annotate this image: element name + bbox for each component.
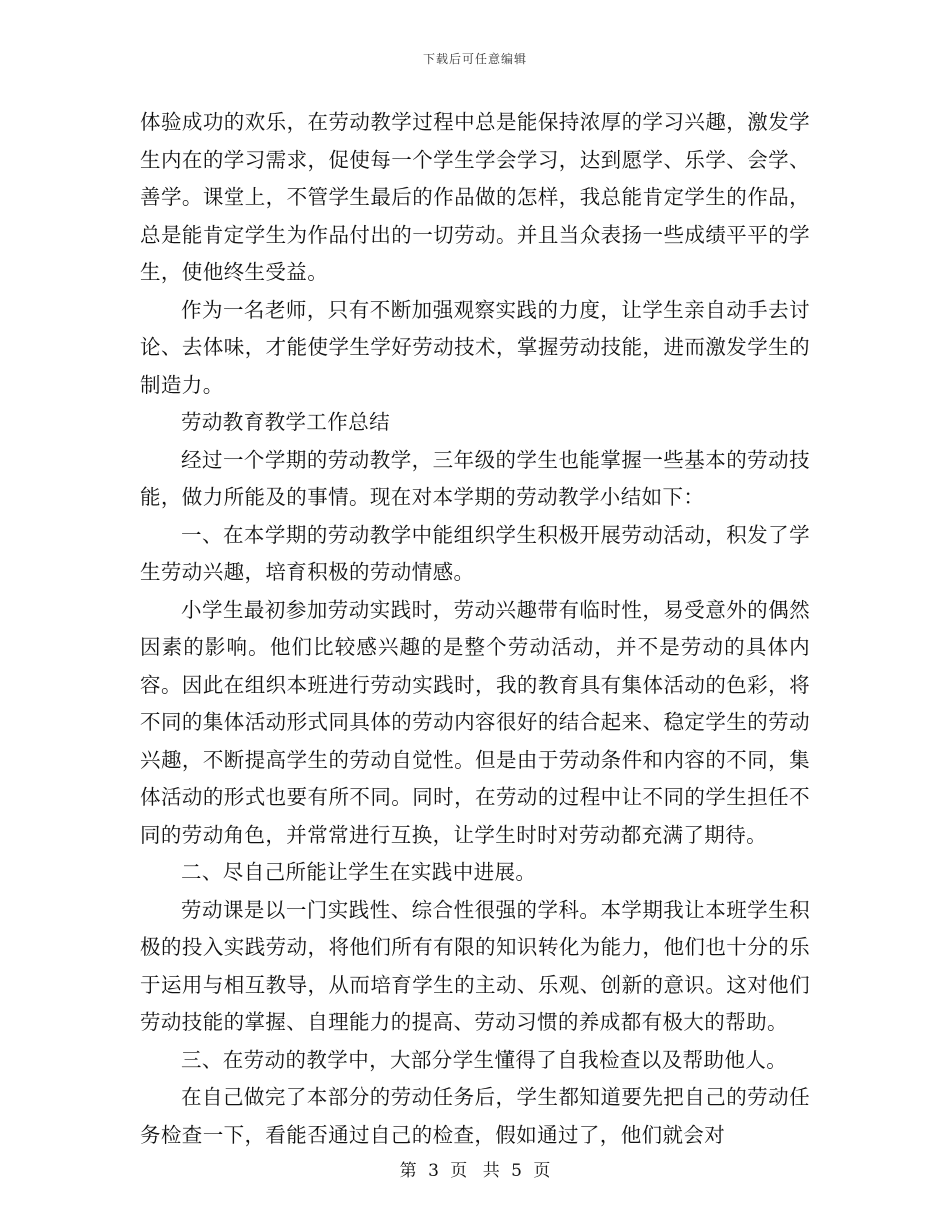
point-two-heading: 二、尽自己所能让学生在实践中进展。: [181, 860, 537, 884]
footer-total-pages: 5: [511, 1161, 522, 1181]
paragraph-continuation: 体验成功的欢乐，在劳动教学过程中总是能保持浓厚的学习兴趣，激发学生内在的学习需求，促使每一个学生学会学习，达到愿学、乐学、会学、善学。课堂上，不管学生最后的作品做的怎样，我总能肯定学生的作品，总是能肯定学生为作品付出的一切劳动。并且当众表扬一些成绩平平的学生，使他终生受益。: [140, 110, 810, 284]
page-header: [0, 50, 950, 67]
footer-page-word: 页: [450, 1161, 468, 1181]
footer-prefix: 第: [399, 1161, 417, 1181]
footer-suffix: 页: [533, 1161, 551, 1181]
document-body: [140, 104, 810, 1154]
footer-total-word: 共: [482, 1161, 500, 1181]
paragraph-point-three: 在自己做完了本部分的劳动任务后，学生都知道要先把自己的劳动任务检查一下，看能否通过自己的检查，假如通过了，他们就会对: [140, 1085, 810, 1147]
page-footer: [0, 1156, 950, 1181]
header-note: 下载后可任意编辑: [422, 52, 527, 66]
paragraph-teacher-role: 作为一名老师，只有不断加强观察实践的力度，让学生亲自动手去讨论、去体味，才能使学生学好劳动技术，掌握劳动技能，进而激发学生的制造力。: [140, 297, 810, 397]
paragraph-point-one: 小学生最初参加劳动实践时，劳动兴趣带有临时性，易受意外的偶然因素的影响。他们比较感兴趣的是整个劳动活动，并不是劳动的具体内容。因此在组织本班进行劳动实践时，我的教育具有集体活动的色彩，将不同的集体活动形式同具体的劳动内容很好的结合起来、稳定学生的劳动兴趣，不断提高学生的劳动自觉性。但是由于劳动条件和内容的不同，集体活动的形式也要有所不同。同时，在劳动的过程中让不同的学生担任不同的劳动角色，并常常进行互换，让学生时时对劳动都充满了期待。: [140, 597, 810, 847]
point-one-heading: 一、在本学期的劳动教学中能组织学生积极开展劳动活动，积发了学生劳动兴趣，培育积极的劳动情感。: [140, 522, 810, 584]
section-title: 劳动教育教学工作总结: [181, 410, 390, 434]
point-three-heading: 三、在劳动的教学中，大部分学生懂得了自我检查以及帮助他人。: [181, 1047, 788, 1072]
paragraph-point-two: 劳动课是以一门实践性、综合性很强的学科。本学期我让本班学生积极的投入实践劳动，将他们所有有限的知识转化为能力，他们也十分的乐于运用与相互教导，从而培育学生的主动、乐观、创新的意识。这对他们劳动技能的掌握、自理能力的提高、劳动习惯的养成都有极大的帮助。: [140, 897, 810, 1034]
footer-current-page: 3: [428, 1161, 439, 1181]
paragraph-intro: 经过一个学期的劳动教学，三年级的学生也能掌握一些基本的劳动技能，做力所能及的事情。现在对本学期的劳动教学小结如下：: [140, 447, 810, 509]
